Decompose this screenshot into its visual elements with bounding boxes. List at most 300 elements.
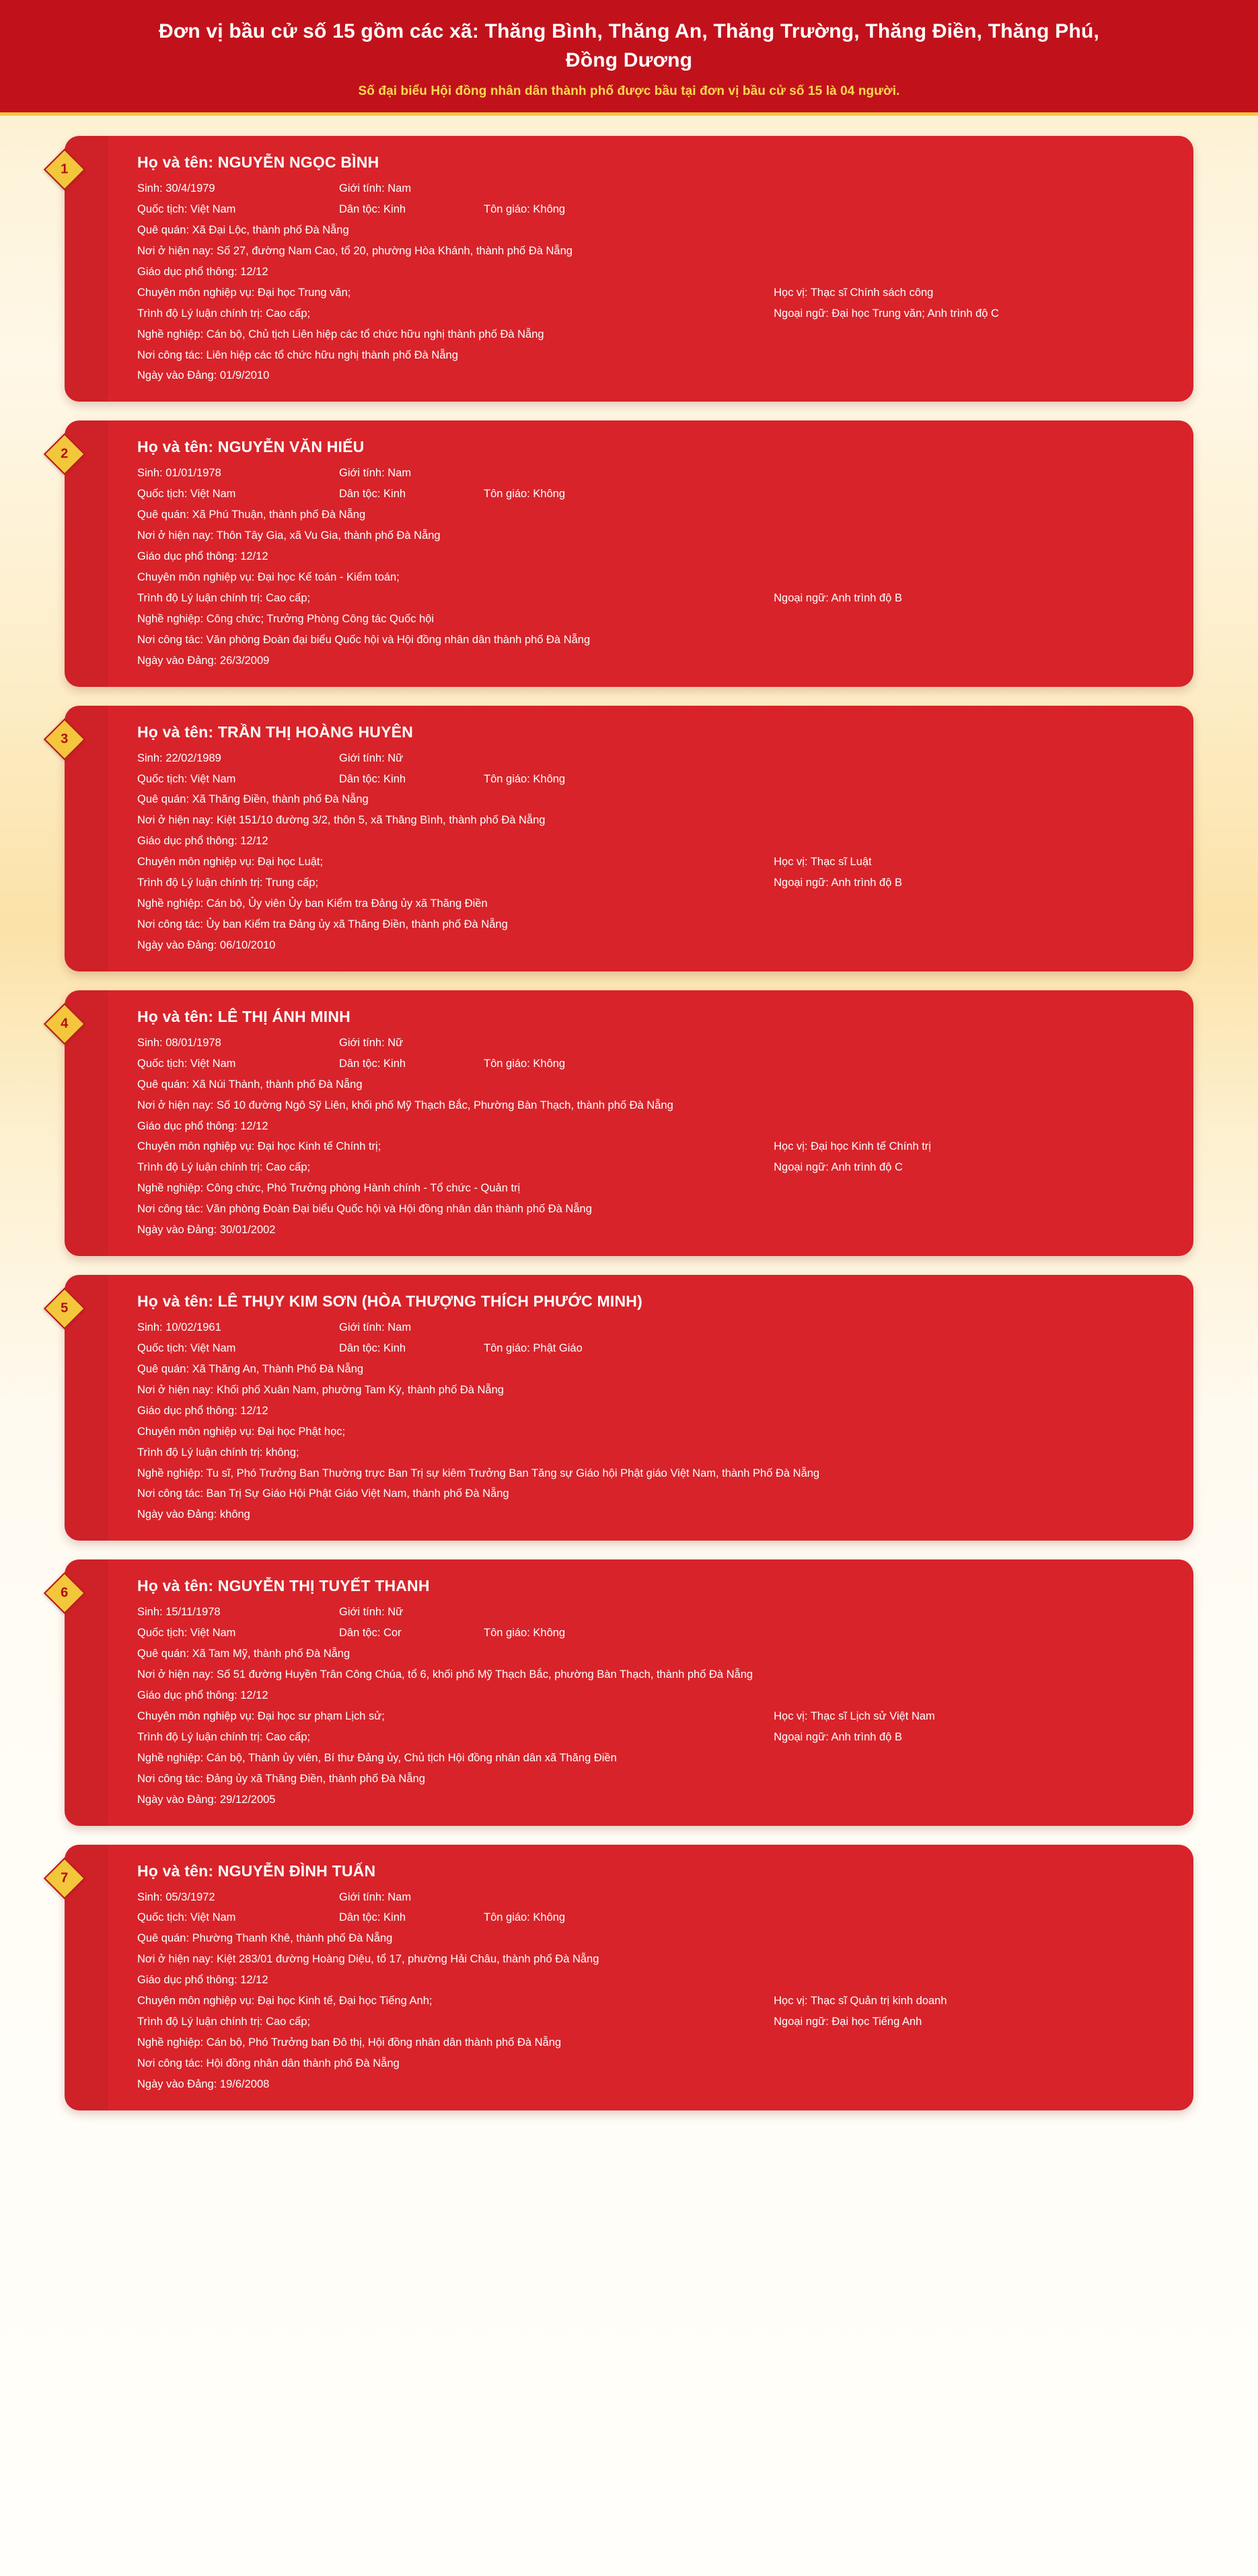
name-label: Họ và tên:: [137, 1292, 218, 1311]
expertise-value: Đại học sư phạm Lịch sử;: [257, 1709, 385, 1722]
row-hometown: [137, 507, 1164, 523]
ethnicity-cell: [339, 1056, 484, 1072]
politics-label: Trình độ Lý luận chính trị:: [137, 877, 266, 889]
nationality-cell: [137, 486, 339, 503]
workplace-value: Liên hiệp các tổ chức hữu nghị thành phố Đà Nẵng: [206, 348, 458, 361]
language-cell: [774, 591, 1164, 607]
candidate-name-line: [137, 438, 1164, 456]
expertise-cell: [137, 1993, 774, 2010]
residence-value: Kiệt 283/01 đường Hoàng Diệu, tổ 17, phường Hải Châu, thành phố Đà Nẵng: [216, 1953, 599, 1966]
candidate-number-badge: [44, 433, 85, 475]
candidate-card: [61, 990, 1193, 1256]
politics-label: Trình độ Lý luận chính trị:: [137, 2016, 266, 2028]
degree-value: Thạc sĩ Lịch sử Việt Nam: [810, 1709, 935, 1722]
ethnicity-value: Kinh: [383, 772, 406, 785]
job-value: Công chức, Phó Trưởng phòng Hành chính - Tổ chức - Quản trị: [206, 1182, 521, 1195]
expertise-cell: [137, 1709, 774, 1725]
ethnicity-cell: [339, 1625, 484, 1642]
education-label: Giáo dục phổ thông:: [137, 835, 241, 848]
religion-value: Phật Giáo: [533, 1341, 583, 1354]
residence-value: Khối phố Xuân Nam, phường Tam Kỳ, thành phố Đà Nẵng: [216, 1383, 504, 1396]
education-value: 12/12: [240, 1119, 268, 1132]
nationality-label: Quốc tịch:: [137, 203, 190, 216]
language-value: Đại học Trung văn; Anh trình độ C: [831, 307, 999, 320]
language-cell: [774, 1445, 1164, 1461]
hometown-label: Quê quán:: [137, 224, 192, 237]
row-politics-language: [137, 2014, 1164, 2030]
residence-value: Thôn Tây Gia, xã Vu Gia, thành phố Đà Nẵng: [216, 529, 441, 542]
hometown-label: Quê quán:: [137, 1932, 192, 1945]
job-label: Nghề nghiệp:: [137, 1467, 207, 1479]
candidate-number: 1: [61, 162, 69, 178]
party-value: 26/3/2009: [219, 654, 270, 667]
row-party: [137, 1507, 1164, 1523]
job-label: Nghề nghiệp:: [137, 2036, 207, 2049]
workplace-value: Văn phòng Đoàn đại biểu Quốc hội và Hội đồng nhân dân thành phố Đà Nẵng: [206, 633, 591, 646]
education-value: 12/12: [240, 1974, 268, 1987]
candidate-details: [137, 1890, 1164, 2093]
expertise-label: Chuyên môn nghiệp vụ:: [137, 1995, 258, 2008]
job-label: Nghề nghiệp:: [137, 1751, 207, 1764]
hometown-label: Quê quán:: [137, 793, 192, 806]
religion-value: Không: [533, 1911, 566, 1924]
candidate-name-line: [137, 1292, 1164, 1311]
row-residence: [137, 813, 1164, 829]
politics-value: Cao cấp;: [266, 307, 311, 320]
name-label: Họ và tên:: [137, 438, 218, 456]
residence-label: Nơi ở hiện nay:: [137, 244, 217, 257]
row-workplace: [137, 348, 1164, 364]
workplace-label: Nơi công tác:: [137, 918, 207, 930]
nationality-value: Việt Nam: [190, 1911, 236, 1924]
politics-value: Cao cấp;: [266, 1730, 311, 1743]
party-label: Ngày vào Đảng:: [137, 1508, 220, 1521]
nationality-value: Việt Nam: [190, 1057, 236, 1070]
row-hometown: [137, 1646, 1164, 1662]
candidate-number-badge: [44, 1288, 85, 1329]
row-birth-gender: [137, 1890, 1164, 1906]
expertise-cell: [137, 1139, 774, 1155]
language-label: Ngoại ngữ:: [774, 2016, 832, 2028]
education-label: Giáo dục phổ thông:: [137, 265, 241, 278]
education-value: 12/12: [240, 835, 268, 848]
name-label: Họ và tên:: [137, 1577, 218, 1595]
language-value: Anh trình độ C: [831, 1161, 903, 1174]
degree-cell: [774, 1424, 1164, 1440]
job-value: Cán bộ, Chủ tịch Liên hiệp các tổ chức hữu nghị thành phố Đà Nẵng: [206, 328, 544, 340]
gender-value: Nam: [387, 1890, 412, 1903]
candidate-name: TRẦN THỊ HOÀNG HUYÊN: [217, 723, 414, 741]
job-value: Công chức; Trưởng Phòng Công tác Quốc hội: [206, 612, 435, 625]
politics-cell: [137, 1160, 774, 1176]
degree-cell: [774, 854, 1164, 871]
politics-label: Trình độ Lý luận chính trị:: [137, 307, 266, 320]
row-birth-gender: [137, 1035, 1164, 1052]
hometown-value: Xã Thăng An, Thành Phố Đà Nẵng: [192, 1362, 364, 1375]
language-label: Ngoại ngữ:: [774, 591, 831, 604]
religion-value: Không: [533, 488, 566, 501]
expertise-label: Chuyên môn nghiệp vụ:: [137, 1425, 258, 1438]
party-value: không: [219, 1508, 250, 1521]
religion-label: Tôn giáo:: [484, 203, 533, 216]
degree-cell: [774, 1139, 1164, 1155]
row-job: [137, 1751, 1164, 1767]
gender-label: Giới tính:: [339, 1890, 388, 1903]
nationality-cell: [137, 1341, 339, 1357]
page-title: Đơn vị bầu cử số 15 gồm các xã: Thăng Bình, Thăng An, Thăng Trường, Thăng Điền, Thăng Phú, Đồng Dương: [158, 20, 1100, 71]
nationality-value: Việt Nam: [190, 1627, 236, 1640]
religion-cell: [484, 772, 1164, 788]
birth-cell: [137, 751, 339, 767]
politics-value: Cao cấp;: [266, 591, 311, 604]
nationality-label: Quốc tịch:: [137, 1341, 190, 1354]
nationality-value: Việt Nam: [190, 203, 236, 216]
workplace-label: Nơi công tác:: [137, 1203, 207, 1216]
gender-cell: [339, 181, 1164, 197]
row-party: [137, 1222, 1164, 1239]
birth-label: Sinh:: [137, 1890, 166, 1903]
party-value: 19/6/2008: [219, 2077, 270, 2090]
workplace-value: Ban Trị Sự Giáo Hội Phật Giáo Việt Nam, thành phố Đà Nẵng: [206, 1487, 509, 1500]
candidate-card: [61, 706, 1193, 971]
religion-label: Tôn giáo:: [484, 1057, 533, 1070]
birth-label: Sinh:: [137, 1606, 166, 1619]
row-party: [137, 1792, 1164, 1808]
candidate-name: LÊ THỊ ÁNH MINH: [217, 1007, 350, 1025]
candidate-card: [61, 1845, 1193, 2110]
nationality-label: Quốc tịch:: [137, 488, 190, 501]
religion-value: Không: [533, 1057, 566, 1070]
ethnicity-cell: [339, 202, 484, 218]
row-education: [137, 834, 1164, 850]
politics-value: không;: [266, 1446, 299, 1459]
candidate-number-badge: [44, 719, 85, 760]
hometown-value: Xã Thăng Điền, thành phố Đà Nẵng: [192, 793, 369, 806]
candidate-name-line: [137, 1862, 1164, 1880]
birth-value: 05/3/1972: [165, 1890, 215, 1903]
row-party: [137, 653, 1164, 669]
religion-cell: [484, 1910, 1164, 1926]
row-party: [137, 2077, 1164, 2093]
residence-label: Nơi ở hiện nay:: [137, 1383, 217, 1396]
row-birth-gender: [137, 1320, 1164, 1336]
nationality-cell: [137, 1910, 339, 1926]
degree-label: Học vị:: [774, 1140, 811, 1153]
row-job: [137, 1181, 1164, 1197]
party-label: Ngày vào Đảng:: [137, 2077, 220, 2090]
row-job: [137, 2035, 1164, 2051]
degree-cell: [774, 1993, 1164, 2010]
education-value: 12/12: [240, 550, 268, 563]
language-value: Anh trình độ B: [831, 877, 902, 889]
ethnicity-label: Dân tộc:: [339, 1627, 384, 1640]
religion-cell: [484, 1056, 1164, 1072]
hometown-label: Quê quán:: [137, 509, 192, 521]
row-education: [137, 264, 1164, 281]
candidate-number: 4: [61, 1016, 69, 1031]
gender-cell: [339, 466, 1164, 482]
party-label: Ngày vào Đảng:: [137, 939, 220, 951]
ethnicity-label: Dân tộc:: [339, 488, 384, 501]
ethnicity-value: Kinh: [383, 488, 406, 501]
row-workplace: [137, 632, 1164, 649]
job-label: Nghề nghiệp:: [137, 1182, 207, 1195]
residence-label: Nơi ở hiện nay:: [137, 1953, 217, 1966]
ethnicity-value: Kinh: [383, 1341, 406, 1354]
party-value: 06/10/2010: [219, 939, 276, 951]
ethnicity-label: Dân tộc:: [339, 772, 384, 785]
birth-value: 22/02/1989: [165, 751, 221, 764]
row-nationality-ethnicity-religion: [137, 202, 1164, 218]
row-nationality-ethnicity-religion: [137, 1910, 1164, 1926]
row-expertise-degree: [137, 854, 1164, 871]
gender-label: Giới tính:: [339, 467, 388, 480]
party-value: 01/9/2010: [219, 369, 270, 382]
expertise-label: Chuyên môn nghiệp vụ:: [137, 1709, 258, 1722]
ethnicity-label: Dân tộc:: [339, 1341, 384, 1354]
nationality-cell: [137, 772, 339, 788]
row-hometown: [137, 1931, 1164, 1947]
religion-label: Tôn giáo:: [484, 1911, 533, 1924]
birth-cell: [137, 466, 339, 482]
row-hometown: [137, 792, 1164, 808]
education-label: Giáo dục phổ thông:: [137, 1119, 241, 1132]
residence-value: Số 10 đường Ngô Sỹ Liên, khối phố Mỹ Thạch Bắc, Phường Bàn Thạch, thành phố Đà Nẵng: [216, 1099, 673, 1111]
religion-cell: [484, 486, 1164, 503]
ethnicity-cell: [339, 772, 484, 788]
row-hometown: [137, 1077, 1164, 1093]
education-label: Giáo dục phổ thông:: [137, 1404, 241, 1417]
name-label: Họ và tên:: [137, 153, 218, 172]
language-value: Anh trình độ B: [831, 591, 902, 604]
party-label: Ngày vào Đảng:: [137, 654, 220, 667]
row-party: [137, 938, 1164, 954]
row-nationality-ethnicity-religion: [137, 1341, 1164, 1357]
religion-cell: [484, 1341, 1164, 1357]
job-value: Cán bộ, Phó Trưởng ban Đô thị, Hội đồng nhân dân thành phố Đà Nẵng: [206, 2036, 562, 2049]
birth-cell: [137, 181, 339, 197]
language-cell: [774, 1730, 1164, 1746]
nationality-value: Việt Nam: [190, 1341, 236, 1354]
politics-value: Cao cấp;: [266, 2016, 311, 2028]
education-value: 12/12: [240, 1689, 268, 1701]
hometown-label: Quê quán:: [137, 1648, 192, 1660]
party-value: 29/12/2005: [219, 1793, 276, 1806]
expertise-cell: [137, 285, 774, 301]
birth-cell: [137, 1605, 339, 1621]
religion-label: Tôn giáo:: [484, 1627, 533, 1640]
row-politics-language: [137, 875, 1164, 891]
politics-cell: [137, 1730, 774, 1746]
birth-label: Sinh:: [137, 751, 166, 764]
row-politics-language: [137, 1445, 1164, 1461]
candidate-details: [137, 181, 1164, 384]
politics-label: Trình độ Lý luận chính trị:: [137, 1730, 266, 1743]
expertise-label: Chuyên môn nghiệp vụ:: [137, 286, 258, 299]
residence-label: Nơi ở hiện nay:: [137, 1668, 217, 1681]
row-expertise-degree: [137, 570, 1164, 586]
religion-cell: [484, 1625, 1164, 1642]
expertise-value: Đại học Luật;: [257, 856, 324, 869]
job-label: Nghề nghiệp:: [137, 328, 207, 340]
ethnicity-value: Kinh: [383, 203, 406, 216]
degree-label: Học vị:: [774, 286, 811, 299]
candidate-card: [61, 420, 1193, 686]
candidate-list: [0, 116, 1258, 2151]
row-party: [137, 368, 1164, 384]
row-birth-gender: [137, 466, 1164, 482]
row-expertise-degree: [137, 285, 1164, 301]
name-label: Họ và tên:: [137, 723, 218, 741]
row-residence: [137, 1383, 1164, 1399]
politics-label: Trình độ Lý luận chính trị:: [137, 1446, 266, 1459]
row-job: [137, 612, 1164, 628]
row-job: [137, 896, 1164, 912]
language-label: Ngoại ngữ:: [774, 1161, 831, 1174]
ethnicity-value: Cor: [383, 1627, 402, 1640]
nationality-label: Quốc tịch:: [137, 1057, 190, 1070]
row-workplace: [137, 917, 1164, 933]
birth-label: Sinh:: [137, 1036, 166, 1049]
row-hometown: [137, 223, 1164, 239]
party-label: Ngày vào Đảng:: [137, 1224, 220, 1237]
row-workplace: [137, 2056, 1164, 2072]
header-banner: [0, 0, 1258, 116]
hometown-label: Quê quán:: [137, 1362, 192, 1375]
gender-cell: [339, 1320, 1164, 1336]
candidate-name: NGUYỄN ĐÌNH TUẤN: [217, 1862, 376, 1880]
job-value: Cán bộ, Ủy viên Ủy ban Kiểm tra Đảng ủy xã Thăng Điền: [206, 897, 488, 910]
row-residence: [137, 1098, 1164, 1114]
language-cell: [774, 875, 1164, 891]
candidate-name: NGUYỄN NGỌC BÌNH: [217, 153, 379, 172]
education-label: Giáo dục phổ thông:: [137, 1689, 241, 1701]
ethnicity-cell: [339, 1910, 484, 1926]
birth-cell: [137, 1890, 339, 1906]
nationality-label: Quốc tịch:: [137, 1911, 190, 1924]
religion-cell: [484, 202, 1164, 218]
row-residence: [137, 1667, 1164, 1683]
job-label: Nghề nghiệp:: [137, 612, 207, 625]
language-label: Ngoại ngữ:: [774, 307, 832, 320]
candidate-number: 2: [61, 447, 69, 462]
expertise-value: Đại học Kinh tế, Đại học Tiếng Anh;: [257, 1995, 433, 2008]
candidate-number-badge: [44, 1003, 85, 1045]
job-label: Nghề nghiệp:: [137, 897, 207, 910]
row-hometown: [137, 1362, 1164, 1378]
row-expertise-degree: [137, 1993, 1164, 2010]
residence-value: Kiệt 151/10 đường 3/2, thôn 5, xã Thăng Bình, thành phố Đà Nẵng: [216, 814, 546, 827]
party-label: Ngày vào Đảng:: [137, 369, 220, 382]
nationality-cell: [137, 1056, 339, 1072]
religion-label: Tôn giáo:: [484, 1341, 533, 1354]
gender-value: Nam: [387, 182, 412, 195]
birth-value: 15/11/1978: [165, 1606, 221, 1619]
row-expertise-degree: [137, 1709, 1164, 1725]
row-residence: [137, 1952, 1164, 1968]
workplace-label: Nơi công tác:: [137, 633, 207, 646]
nationality-label: Quốc tịch:: [137, 1627, 190, 1640]
gender-cell: [339, 1890, 1164, 1906]
candidate-details: [137, 1605, 1164, 1808]
birth-label: Sinh:: [137, 182, 166, 195]
education-value: 12/12: [240, 265, 268, 278]
workplace-value: Đảng ủy xã Thăng Điền, thành phố Đà Nẵng: [206, 1772, 425, 1785]
party-label: Ngày vào Đảng:: [137, 1793, 220, 1806]
religion-label: Tôn giáo:: [484, 772, 533, 785]
politics-label: Trình độ Lý luận chính trị:: [137, 1161, 266, 1174]
candidate-name-line: [137, 153, 1164, 172]
row-birth-gender: [137, 1605, 1164, 1621]
job-value: Cán bộ, Thành ủy viên, Bí thư Đảng ủy, Chủ tịch Hội đồng nhân dân xã Thăng Điền: [206, 1751, 617, 1764]
politics-cell: [137, 1445, 774, 1461]
language-cell: [774, 306, 1164, 322]
residence-label: Nơi ở hiện nay:: [137, 529, 217, 542]
row-birth-gender: [137, 181, 1164, 197]
expertise-label: Chuyên môn nghiệp vụ:: [137, 1140, 258, 1153]
candidate-number: 6: [61, 1586, 69, 1601]
row-politics-language: [137, 306, 1164, 322]
candidate-number-badge: [44, 1572, 85, 1614]
party-value: 30/01/2002: [219, 1224, 276, 1237]
expertise-label: Chuyên môn nghiệp vụ:: [137, 571, 258, 584]
gender-value: Nam: [387, 467, 412, 480]
ethnicity-label: Dân tộc:: [339, 1911, 384, 1924]
gender-cell: [339, 1605, 1164, 1621]
nationality-cell: [137, 1625, 339, 1642]
education-label: Giáo dục phổ thông:: [137, 550, 241, 563]
row-residence: [137, 528, 1164, 544]
politics-value: Cao cấp;: [266, 1161, 311, 1174]
hometown-label: Quê quán:: [137, 1078, 192, 1091]
language-cell: [774, 1160, 1164, 1176]
header-subtitle: Số đại biểu Hội đồng nhân dân thành phố được bầu tại đơn vị bầu cử số 15 là 04 người.: [358, 84, 900, 99]
candidate-number: 3: [61, 731, 69, 747]
religion-label: Tôn giáo:: [484, 488, 533, 501]
row-education: [137, 1688, 1164, 1704]
candidate-name: NGUYỄN THỊ TUYẾT THANH: [217, 1577, 430, 1595]
politics-cell: [137, 875, 774, 891]
ethnicity-cell: [339, 1341, 484, 1357]
religion-value: Không: [533, 772, 566, 785]
politics-cell: [137, 306, 774, 322]
residence-label: Nơi ở hiện nay:: [137, 1099, 217, 1111]
birth-value: 10/02/1961: [165, 1321, 221, 1334]
job-value: Tu sĩ, Phó Trưởng Ban Thường trực Ban Trị sự kiêm Trưởng Ban Tăng sự Giáo hội Phật giáo Việt Nam, thành Phố Đà Nẵng: [206, 1467, 820, 1479]
candidate-card: [61, 1559, 1193, 1825]
birth-value: 08/01/1978: [165, 1036, 221, 1049]
candidate-name-line: [137, 723, 1164, 741]
row-residence: [137, 244, 1164, 260]
row-education: [137, 1973, 1164, 1989]
gender-value: Nữ: [387, 751, 404, 764]
language-cell: [774, 2014, 1164, 2030]
expertise-value: Đại học Kế toán - Kiểm toán;: [257, 571, 400, 584]
birth-cell: [137, 1320, 339, 1336]
ethnicity-value: Kinh: [383, 1911, 406, 1924]
gender-label: Giới tính:: [339, 1321, 388, 1334]
candidate-card: [61, 1275, 1193, 1541]
row-politics-language: [137, 1730, 1164, 1746]
candidate-details: [137, 466, 1164, 669]
candidate-number-badge: [44, 149, 85, 190]
expertise-value: Đại học Kinh tế Chính trị;: [257, 1140, 381, 1153]
birth-label: Sinh:: [137, 467, 166, 480]
candidate-name: NGUYỄN VĂN HIẾU: [217, 438, 365, 456]
row-nationality-ethnicity-religion: [137, 486, 1164, 503]
row-education: [137, 549, 1164, 565]
hometown-value: Phường Thanh Khê, thành phố Đà Nẵng: [192, 1932, 393, 1945]
